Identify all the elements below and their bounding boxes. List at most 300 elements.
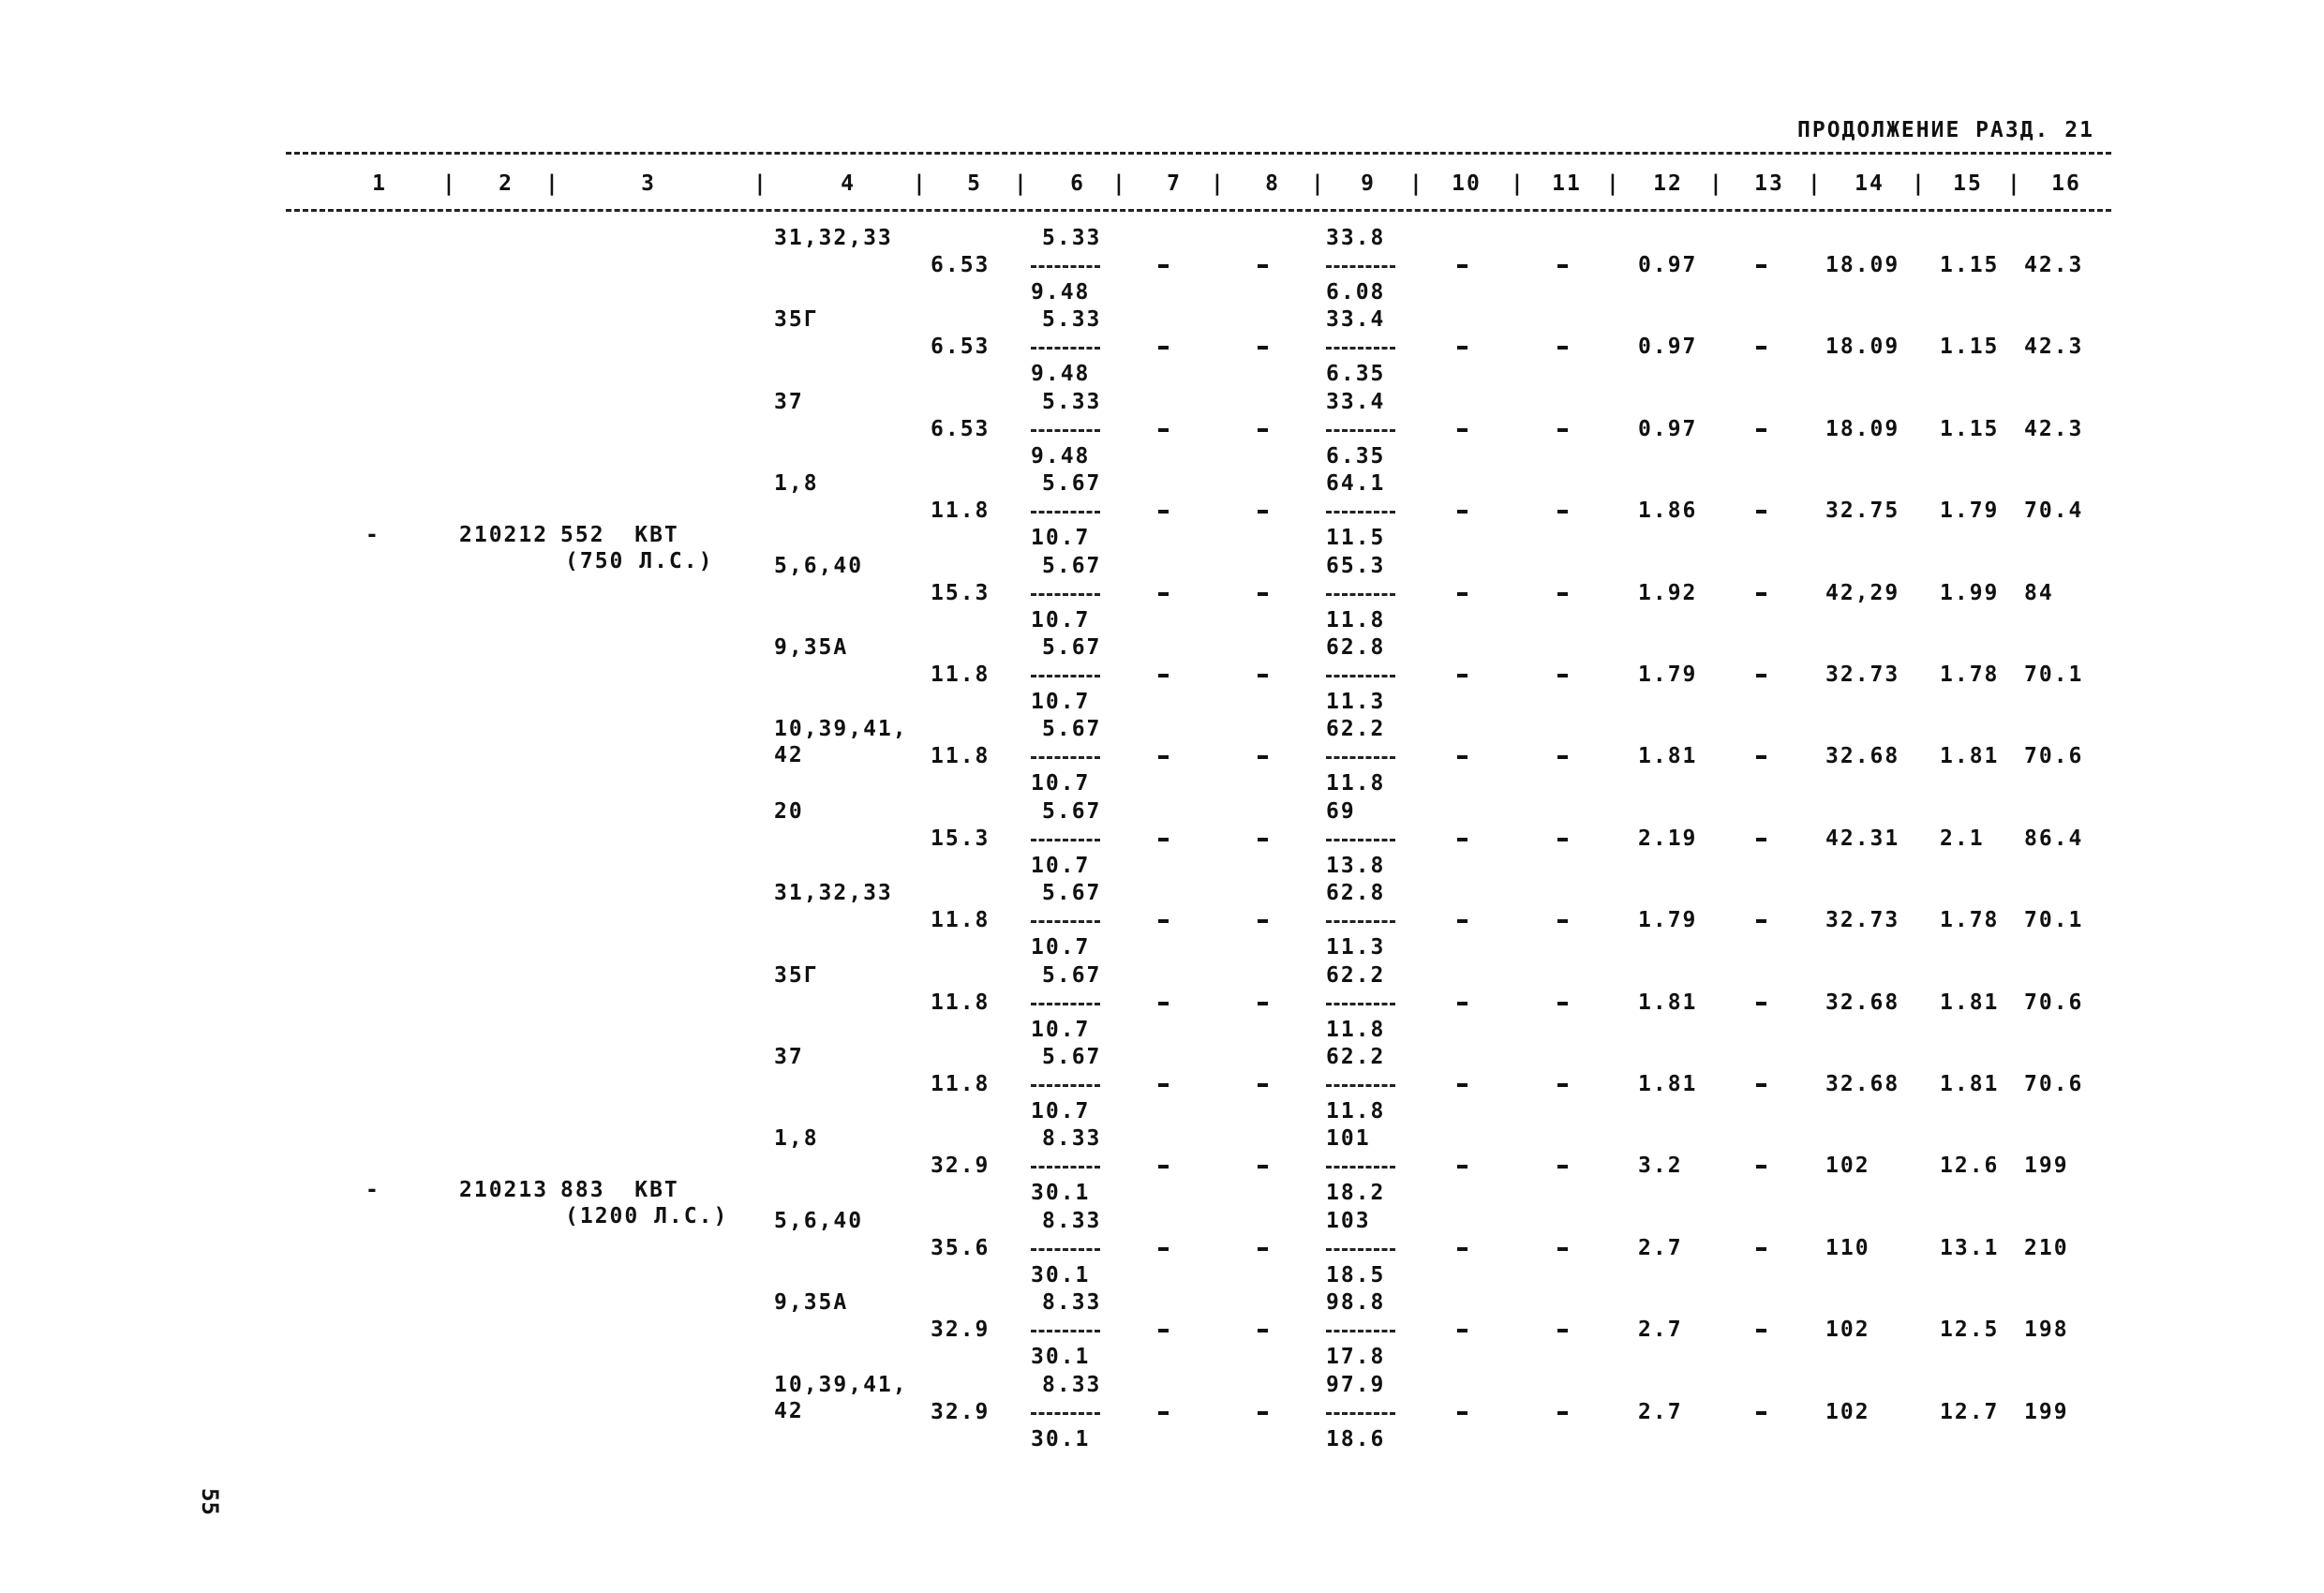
col9-numerator: 65.3 <box>1326 553 1386 578</box>
c7-dash <box>1158 1329 1169 1332</box>
col6-numerator: 8.33 <box>1042 1290 1102 1316</box>
group-name-hp: (750 Л.С.) <box>565 549 714 574</box>
col16-value: 42.3 <box>2024 416 2084 441</box>
c13-dash <box>1756 1083 1766 1087</box>
col14-value: 42,29 <box>1825 580 1900 605</box>
continuation-header: ПРОДОЛЖЕНИЕ РАЗД. 21 <box>1797 118 2094 142</box>
col12-value: 1.81 <box>1638 1072 1698 1096</box>
col6-fraction-line <box>1031 511 1100 514</box>
col15-value: 1.99 <box>1940 580 2000 605</box>
col5-value: 11.8 <box>931 499 991 524</box>
group-code: 210212 <box>459 523 549 548</box>
column-header-12: 12 <box>1653 171 1683 196</box>
c13-dash <box>1756 919 1766 923</box>
col4-modes: 5,6,40 <box>774 1208 864 1233</box>
column-header-14: 14 <box>1855 171 1885 196</box>
col6-numerator: 8.33 <box>1042 1372 1102 1397</box>
c8-dash <box>1258 838 1268 841</box>
c8-dash <box>1258 1002 1268 1005</box>
col15-value: 1.78 <box>1940 663 2000 687</box>
col9-denominator: 11.8 <box>1326 1099 1386 1124</box>
col4-modes: 5,6,40 <box>774 553 864 578</box>
col9-numerator: 98.8 <box>1326 1290 1386 1316</box>
col12-value: 2.7 <box>1638 1399 1683 1424</box>
col9-fraction-line <box>1326 1248 1395 1251</box>
c8-dash <box>1258 1411 1268 1415</box>
c7-dash <box>1158 755 1169 759</box>
c13-dash <box>1756 1002 1766 1005</box>
col12-value: 2.19 <box>1638 826 1698 851</box>
col4-modes: 37 <box>774 389 804 414</box>
col6-fraction-line <box>1031 675 1100 677</box>
col9-numerator: 62.2 <box>1326 717 1386 742</box>
col14-value: 32.68 <box>1825 744 1900 769</box>
col14-value: 42.31 <box>1825 826 1900 851</box>
col16-value: 70.1 <box>2024 663 2084 687</box>
col9-fraction-line <box>1326 511 1395 514</box>
group-marker: - <box>365 523 380 548</box>
column-header-15: 15 <box>1953 171 1983 196</box>
col6-denominator: 9.48 <box>1031 362 1091 387</box>
c10-dash <box>1457 428 1467 432</box>
col6-denominator: 10.7 <box>1031 935 1091 960</box>
group-marker: - <box>365 1178 380 1203</box>
group-name-hp: (1200 Л.С.) <box>565 1204 729 1229</box>
header-rule-top <box>286 152 2111 155</box>
col5-value: 11.8 <box>931 744 991 769</box>
col9-numerator: 62.8 <box>1326 881 1386 906</box>
col14-value: 18.09 <box>1825 335 1900 360</box>
c10-dash <box>1457 1002 1467 1005</box>
col9-numerator: 69 <box>1326 798 1356 824</box>
col9-numerator: 103 <box>1326 1208 1371 1233</box>
c11-dash <box>1557 838 1568 841</box>
column-separator: | <box>1014 171 1029 196</box>
col12-value: 0.97 <box>1638 335 1698 360</box>
col12-value: 0.97 <box>1638 416 1698 441</box>
col16-value: 86.4 <box>2024 826 2084 851</box>
col15-value: 12.5 <box>1940 1318 2000 1343</box>
c8-dash <box>1258 755 1268 759</box>
group-name: 552 КВТ <box>560 523 679 548</box>
col12-value: 1.92 <box>1638 580 1698 605</box>
c8-dash <box>1258 1165 1268 1169</box>
c7-dash <box>1158 838 1169 841</box>
col12-value: 1.79 <box>1638 908 1698 933</box>
col6-numerator: 5.33 <box>1042 226 1102 250</box>
col4-modes: 20 <box>774 798 804 824</box>
col14-value: 32.68 <box>1825 1072 1900 1096</box>
column-separator: | <box>1709 171 1724 196</box>
c11-dash <box>1557 674 1568 677</box>
c11-dash <box>1557 1165 1568 1169</box>
col14-value: 102 <box>1825 1154 1870 1179</box>
c13-dash <box>1756 264 1766 268</box>
col9-denominator: 6.35 <box>1326 443 1386 469</box>
col9-fraction-line <box>1326 1166 1395 1169</box>
col5-value: 11.8 <box>931 1072 991 1096</box>
col4-modes: 9,35А <box>774 1290 849 1316</box>
col12-value: 1.79 <box>1638 663 1698 687</box>
c7-dash <box>1158 510 1169 514</box>
col12-value: 1.81 <box>1638 744 1698 769</box>
c13-dash <box>1756 755 1766 759</box>
col9-numerator: 33.4 <box>1326 307 1386 333</box>
c11-dash <box>1557 428 1568 432</box>
col15-value: 13.1 <box>1940 1235 2000 1260</box>
col6-numerator: 5.67 <box>1042 881 1102 906</box>
col12-value: 3.2 <box>1638 1154 1683 1179</box>
col5-value: 6.53 <box>931 253 991 277</box>
col6-denominator: 10.7 <box>1031 607 1091 633</box>
group-code: 210213 <box>459 1178 549 1203</box>
col6-fraction-line <box>1031 1330 1100 1332</box>
c11-dash <box>1557 1411 1568 1415</box>
col9-numerator: 33.4 <box>1326 389 1386 414</box>
c10-dash <box>1457 674 1467 677</box>
c13-dash <box>1756 1165 1766 1169</box>
col15-value: 2.1 <box>1940 826 1985 851</box>
col9-fraction-line <box>1326 1084 1395 1087</box>
col16-value: 70.4 <box>2024 499 2084 524</box>
col9-denominator: 6.35 <box>1326 362 1386 387</box>
col14-value: 18.09 <box>1825 416 1900 441</box>
col9-fraction-line <box>1326 675 1395 677</box>
col16-value: 70.6 <box>2024 1072 2084 1096</box>
col12-value: 2.7 <box>1638 1235 1683 1260</box>
col6-fraction-line <box>1031 920 1100 923</box>
column-separator: | <box>1912 171 1927 196</box>
c13-dash <box>1756 428 1766 432</box>
col4-modes: 10,39,41, <box>774 717 908 742</box>
col9-denominator: 13.8 <box>1326 853 1386 878</box>
col9-fraction-line <box>1326 920 1395 923</box>
col9-denominator: 18.6 <box>1326 1426 1386 1452</box>
col9-denominator: 18.5 <box>1326 1262 1386 1288</box>
column-header-9: 9 <box>1361 171 1376 196</box>
col9-fraction-line <box>1326 347 1395 350</box>
c11-dash <box>1557 346 1568 350</box>
col5-value: 32.9 <box>931 1399 991 1424</box>
col12-value: 1.81 <box>1638 990 1698 1015</box>
col6-denominator: 10.7 <box>1031 853 1091 878</box>
column-separator: | <box>1511 171 1526 196</box>
col4-modes: 9,35А <box>774 635 849 660</box>
col14-value: 110 <box>1825 1235 1870 1260</box>
column-header-2: 2 <box>499 171 514 196</box>
c13-dash <box>1756 674 1766 677</box>
col15-value: 1.81 <box>1940 1072 2000 1096</box>
col5-value: 11.8 <box>931 908 991 933</box>
col9-fraction-line <box>1326 593 1395 596</box>
col16-value: 42.3 <box>2024 335 2084 360</box>
c10-dash <box>1457 510 1467 514</box>
col4-modes: 37 <box>774 1045 804 1069</box>
col9-denominator: 11.8 <box>1326 607 1386 633</box>
col9-denominator: 18.2 <box>1326 1181 1386 1206</box>
column-separator: | <box>442 171 457 196</box>
col6-fraction-line <box>1031 1166 1100 1169</box>
col12-value: 1.86 <box>1638 499 1698 524</box>
col14-value: 102 <box>1825 1318 1870 1343</box>
col16-value: 70.1 <box>2024 908 2084 933</box>
c13-dash <box>1756 510 1766 514</box>
column-header-6: 6 <box>1070 171 1085 196</box>
col6-numerator: 5.33 <box>1042 307 1102 333</box>
col5-value: 15.3 <box>931 826 991 851</box>
column-separator: | <box>1112 171 1127 196</box>
c11-dash <box>1557 592 1568 596</box>
col15-value: 1.78 <box>1940 908 2000 933</box>
column-header-13: 13 <box>1754 171 1784 196</box>
col6-denominator: 9.48 <box>1031 280 1091 305</box>
col9-numerator: 62.2 <box>1326 1045 1386 1069</box>
col6-denominator: 10.7 <box>1031 1017 1091 1042</box>
col14-value: 32.73 <box>1825 908 1900 933</box>
col5-value: 32.9 <box>931 1154 991 1179</box>
col6-fraction-line <box>1031 1003 1100 1005</box>
col4-modes: 10,39,41, <box>774 1372 908 1397</box>
col16-value: 70.6 <box>2024 744 2084 769</box>
c13-dash <box>1756 346 1766 350</box>
col5-value: 11.8 <box>931 663 991 687</box>
col6-fraction-line <box>1031 839 1100 841</box>
column-header-7: 7 <box>1167 171 1182 196</box>
col6-numerator: 8.33 <box>1042 1126 1102 1152</box>
col6-numerator: 5.67 <box>1042 717 1102 742</box>
column-separator: | <box>1409 171 1424 196</box>
c7-dash <box>1158 1083 1169 1087</box>
c13-dash <box>1756 592 1766 596</box>
col9-fraction-line <box>1326 756 1395 759</box>
c10-dash <box>1457 838 1467 841</box>
c10-dash <box>1457 1083 1467 1087</box>
col5-value: 15.3 <box>931 580 991 605</box>
c10-dash <box>1457 346 1467 350</box>
col9-numerator: 62.2 <box>1326 962 1386 988</box>
c10-dash <box>1457 592 1467 596</box>
col6-denominator: 30.1 <box>1031 1262 1091 1288</box>
col15-value: 1.81 <box>1940 990 2000 1015</box>
col15-value: 12.6 <box>1940 1154 2000 1179</box>
col9-numerator: 97.9 <box>1326 1372 1386 1397</box>
col15-value: 1.79 <box>1940 499 2000 524</box>
col4-modes: 1,8 <box>774 471 819 497</box>
c8-dash <box>1258 674 1268 677</box>
c7-dash <box>1158 1247 1169 1251</box>
col4-modes-cont: 42 <box>774 743 804 768</box>
col12-value: 2.7 <box>1638 1318 1683 1343</box>
col9-fraction-line <box>1326 429 1395 432</box>
column-separator: | <box>913 171 928 196</box>
c13-dash <box>1756 1329 1766 1332</box>
col9-denominator: 17.8 <box>1326 1345 1386 1370</box>
col9-fraction-line <box>1326 1330 1395 1332</box>
c10-dash <box>1457 1247 1467 1251</box>
c13-dash <box>1756 1411 1766 1415</box>
column-header-3: 3 <box>641 171 656 196</box>
c7-dash <box>1158 919 1169 923</box>
c11-dash <box>1557 264 1568 268</box>
col6-numerator: 5.67 <box>1042 962 1102 988</box>
col15-value: 1.15 <box>1940 335 2000 360</box>
col6-fraction-line <box>1031 429 1100 432</box>
column-header-11: 11 <box>1552 171 1582 196</box>
col6-denominator: 30.1 <box>1031 1345 1091 1370</box>
c11-dash <box>1557 755 1568 759</box>
col6-denominator: 10.7 <box>1031 526 1091 551</box>
col9-denominator: 11.8 <box>1326 1017 1386 1042</box>
column-header-10: 10 <box>1452 171 1482 196</box>
col6-numerator: 5.67 <box>1042 553 1102 578</box>
col6-fraction-line <box>1031 347 1100 350</box>
col6-denominator: 9.48 <box>1031 443 1091 469</box>
col9-denominator: 11.5 <box>1326 526 1386 551</box>
column-header-4: 4 <box>841 171 856 196</box>
column-header-16: 16 <box>2051 171 2081 196</box>
c11-dash <box>1557 1247 1568 1251</box>
c8-dash <box>1258 1083 1268 1087</box>
c10-dash <box>1457 755 1467 759</box>
col9-fraction-line <box>1326 1003 1395 1005</box>
c7-dash <box>1158 674 1169 677</box>
column-header-8: 8 <box>1265 171 1280 196</box>
col16-value: 70.6 <box>2024 990 2084 1015</box>
col14-value: 32.73 <box>1825 663 1900 687</box>
c8-dash <box>1258 346 1268 350</box>
col6-fraction-line <box>1031 1412 1100 1415</box>
column-separator: | <box>2007 171 2022 196</box>
col6-denominator: 10.7 <box>1031 1099 1091 1124</box>
column-header-1: 1 <box>372 171 387 196</box>
page-number: 55 <box>197 1488 223 1515</box>
group-name: 883 КВТ <box>560 1178 679 1203</box>
col4-modes: 35Г <box>774 307 819 333</box>
col14-value: 18.09 <box>1825 253 1900 277</box>
col5-value: 11.8 <box>931 990 991 1015</box>
col14-value: 32.75 <box>1825 499 1900 524</box>
col15-value: 12.7 <box>1940 1399 2000 1424</box>
c8-dash <box>1258 1247 1268 1251</box>
c13-dash <box>1756 1247 1766 1251</box>
col16-value: 42.3 <box>2024 253 2084 277</box>
c11-dash <box>1557 919 1568 923</box>
col4-modes: 31,32,33 <box>774 226 893 250</box>
c11-dash <box>1557 1329 1568 1332</box>
col9-numerator: 64.1 <box>1326 471 1386 497</box>
col6-denominator: 10.7 <box>1031 771 1091 796</box>
col6-fraction-line <box>1031 756 1100 759</box>
column-separator: | <box>1606 171 1621 196</box>
col9-numerator: 33.8 <box>1326 226 1386 250</box>
col15-value: 1.15 <box>1940 416 2000 441</box>
col9-fraction-line <box>1326 1412 1395 1415</box>
col6-denominator: 30.1 <box>1031 1181 1091 1206</box>
col5-value: 35.6 <box>931 1235 991 1260</box>
column-separator: | <box>1211 171 1226 196</box>
col6-fraction-line <box>1031 593 1100 596</box>
c10-dash <box>1457 1411 1467 1415</box>
c10-dash <box>1457 264 1467 268</box>
c8-dash <box>1258 510 1268 514</box>
col6-numerator: 5.67 <box>1042 798 1102 824</box>
column-separator: | <box>1311 171 1326 196</box>
col9-denominator: 11.3 <box>1326 935 1386 960</box>
col6-numerator: 5.67 <box>1042 471 1102 497</box>
c7-dash <box>1158 428 1169 432</box>
c7-dash <box>1158 1411 1169 1415</box>
col9-fraction-line <box>1326 265 1395 268</box>
c10-dash <box>1457 919 1467 923</box>
c7-dash <box>1158 264 1169 268</box>
col6-denominator: 10.7 <box>1031 690 1091 714</box>
col4-modes: 1,8 <box>774 1126 819 1152</box>
col4-modes: 35Г <box>774 962 819 988</box>
c8-dash <box>1258 1329 1268 1332</box>
col9-denominator: 11.3 <box>1326 690 1386 714</box>
col6-fraction-line <box>1031 1084 1100 1087</box>
c11-dash <box>1557 510 1568 514</box>
c8-dash <box>1258 592 1268 596</box>
col6-fraction-line <box>1031 1248 1100 1251</box>
col5-value: 6.53 <box>931 416 991 441</box>
c7-dash <box>1158 592 1169 596</box>
column-separator: | <box>1808 171 1823 196</box>
column-header-5: 5 <box>967 171 982 196</box>
col16-value: 199 <box>2024 1399 2069 1424</box>
col15-value: 1.15 <box>1940 253 2000 277</box>
col9-numerator: 101 <box>1326 1126 1371 1152</box>
c8-dash <box>1258 428 1268 432</box>
c11-dash <box>1557 1083 1568 1087</box>
c11-dash <box>1557 1002 1568 1005</box>
header-rule-bottom <box>286 209 2111 212</box>
col16-value: 210 <box>2024 1235 2069 1260</box>
col5-value: 6.53 <box>931 335 991 360</box>
c13-dash <box>1756 838 1766 841</box>
col6-numerator: 5.33 <box>1042 389 1102 414</box>
column-separator: | <box>753 171 768 196</box>
c8-dash <box>1258 264 1268 268</box>
column-separator: | <box>545 171 560 196</box>
col9-fraction-line <box>1326 839 1395 841</box>
col9-denominator: 6.08 <box>1326 280 1386 305</box>
col16-value: 198 <box>2024 1318 2069 1343</box>
col14-value: 102 <box>1825 1399 1870 1424</box>
col9-numerator: 62.8 <box>1326 635 1386 660</box>
col12-value: 0.97 <box>1638 253 1698 277</box>
c7-dash <box>1158 1165 1169 1169</box>
col15-value: 1.81 <box>1940 744 2000 769</box>
col9-denominator: 11.8 <box>1326 771 1386 796</box>
col6-numerator: 5.67 <box>1042 635 1102 660</box>
col4-modes: 31,32,33 <box>774 881 893 906</box>
col5-value: 32.9 <box>931 1318 991 1343</box>
col4-modes-cont: 42 <box>774 1398 804 1423</box>
c7-dash <box>1158 346 1169 350</box>
c8-dash <box>1258 919 1268 923</box>
col16-value: 199 <box>2024 1154 2069 1179</box>
c10-dash <box>1457 1329 1467 1332</box>
c7-dash <box>1158 1002 1169 1005</box>
col6-denominator: 30.1 <box>1031 1426 1091 1452</box>
col6-numerator: 5.67 <box>1042 1045 1102 1069</box>
c10-dash <box>1457 1165 1467 1169</box>
col16-value: 84 <box>2024 580 2054 605</box>
col14-value: 32.68 <box>1825 990 1900 1015</box>
col6-numerator: 8.33 <box>1042 1208 1102 1233</box>
col6-fraction-line <box>1031 265 1100 268</box>
